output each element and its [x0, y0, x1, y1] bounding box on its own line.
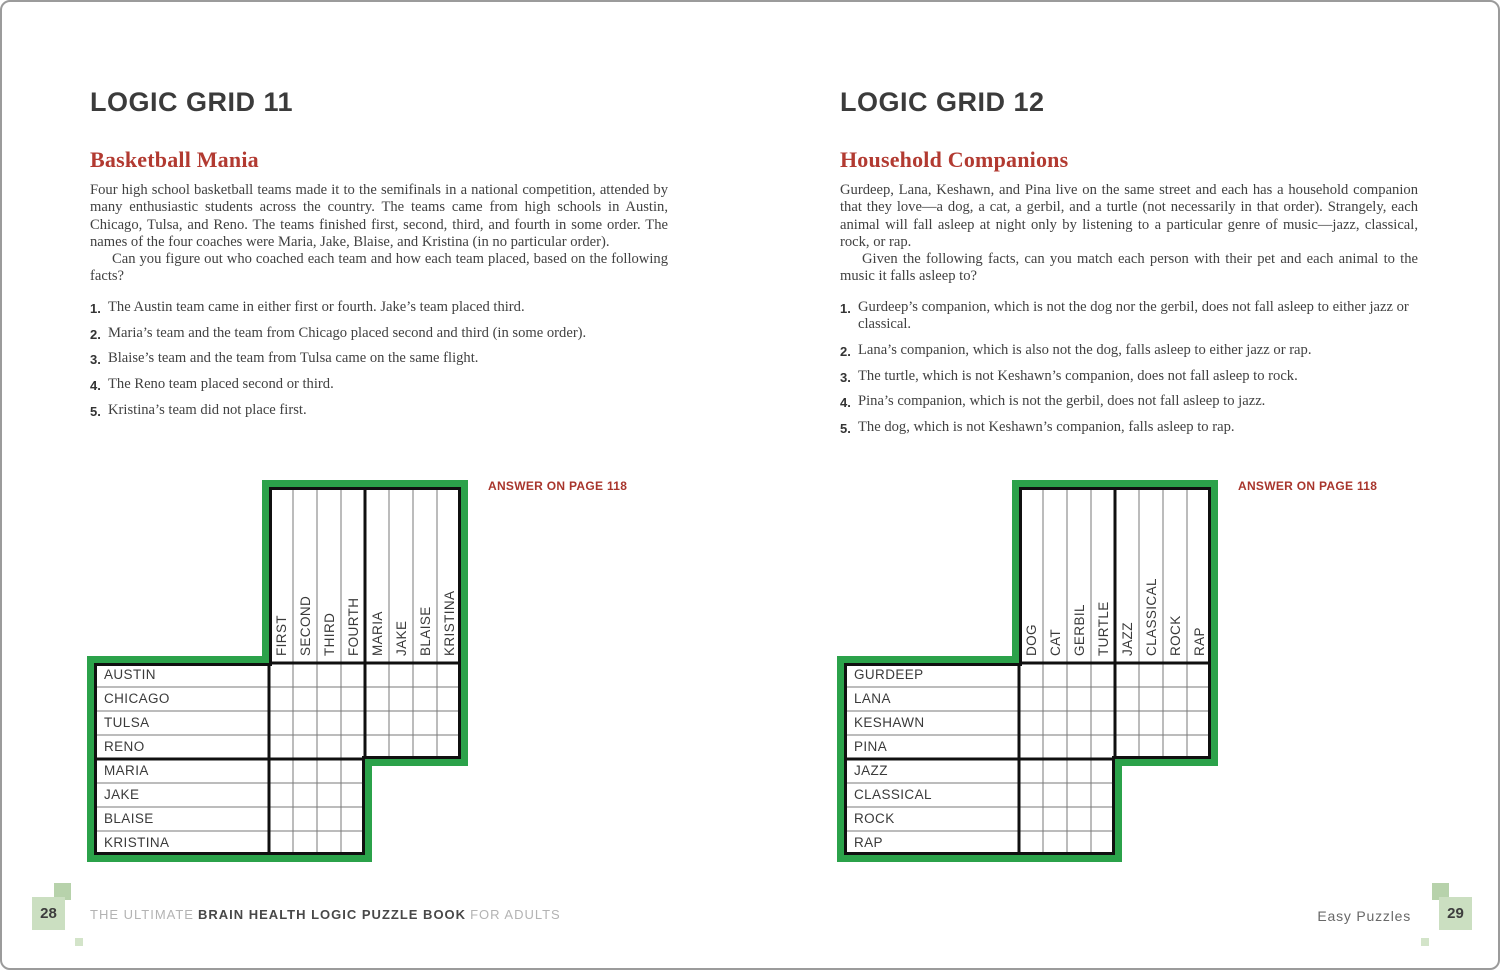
grid-col-label: SECOND: [298, 595, 313, 656]
grid-col-label: FIRST: [274, 615, 289, 656]
clue-item: [840, 299, 1418, 334]
clue-list: [840, 299, 1418, 437]
grid-row-label: JAKE: [104, 787, 140, 802]
grid-col-label: CAT: [1048, 628, 1063, 656]
grid-col-label: CLASSICAL: [1144, 578, 1159, 656]
clue-text: Kristina’s team did not place first.: [108, 401, 307, 418]
grid-line: [97, 831, 362, 832]
answer-note: ANSWER ON PAGE 118: [488, 479, 628, 493]
footer-title-bold: BRAIN HEALTH LOGIC PUZZLE BOOK: [197, 907, 467, 922]
grid-line: [1067, 490, 1068, 852]
grid-row-label: JAZZ: [854, 763, 888, 778]
grid-divider: [847, 758, 1115, 761]
grid-col-label: RAP: [1192, 627, 1207, 656]
grid-row-label: GURDEEP: [854, 667, 924, 682]
clue-text: The dog, which is not Keshawn’s companion, falls asleep to rap.: [858, 419, 1235, 436]
footer-title-prefix: THE ULTIMATE: [90, 907, 194, 922]
clue-text: Blaise’s team and the team from Tulsa came on the same flight.: [108, 350, 479, 367]
clue-number: 4.: [840, 395, 851, 411]
clue-item: [840, 342, 1418, 359]
clue-number: 1.: [840, 300, 851, 316]
right-page: [840, 88, 1418, 445]
clue-number: 5.: [840, 421, 851, 437]
page-title: LOGIC GRID 12: [840, 87, 1045, 117]
grid-line: [293, 490, 294, 852]
grid-line: [847, 807, 1112, 808]
clue-number: 3.: [840, 369, 851, 385]
clue-item: [90, 325, 668, 342]
grid-col-label: THIRD: [322, 612, 337, 656]
grid-line: [97, 807, 362, 808]
clue-item: [840, 393, 1418, 410]
logic-grid-12: [834, 477, 1224, 867]
grid-line: [847, 783, 1112, 784]
puzzle-intro: Gurdeep, Lana, Keshawn, and Pina live on the same street and each has a household companion that they love—a dog, a cat, a gerbil, and a turtle (not necessarily in that order). Strangely, each animal will fall asleep at night only by listening to a particular genre of music—jazz, classical, rock, or rap.: [840, 182, 1418, 250]
clue-item: [90, 376, 668, 393]
grid-row-label: PINA: [854, 739, 888, 754]
puzzle-question: Can you figure out who coached each team and how each team placed, based on the following facts?: [90, 251, 668, 285]
grid-col-label: TURTLE: [1096, 601, 1111, 656]
grid-line: [847, 735, 1208, 736]
grid-row-label: KRISTINA: [104, 835, 170, 850]
left-page: [90, 88, 668, 428]
clue-number: 1.: [90, 300, 101, 316]
grid-col-label: DOG: [1024, 624, 1039, 656]
footer-title-suffix: FOR ADULTS: [470, 907, 561, 922]
grid-row-label: KESHAWN: [854, 715, 925, 730]
grid-line: [1139, 490, 1140, 756]
grid-divider: [364, 490, 367, 759]
grid-line: [1187, 490, 1188, 756]
grid-col-label: JAZZ: [1120, 622, 1135, 656]
grid-row-label: AUSTIN: [104, 667, 156, 682]
grid-col-label: MARIA: [370, 611, 385, 656]
grid-line: [389, 490, 390, 756]
grid-line: [437, 490, 438, 756]
grid-row-label: TULSA: [104, 715, 150, 730]
clue-number: 2.: [840, 343, 851, 359]
corner-square-icon: [75, 938, 83, 946]
grid-row-label: CHICAGO: [104, 691, 170, 706]
clue-text: Maria’s team and the team from Chicago placed second and third (in some order).: [108, 324, 587, 341]
clue-number: 2.: [90, 326, 101, 342]
grid-line: [847, 687, 1208, 688]
clue-text: Pina’s companion, which is not the gerbil, does not fall asleep to jazz.: [858, 393, 1266, 410]
grid-col-label: FOURTH: [346, 597, 361, 656]
clue-text: The turtle, which is not Keshawn’s companion, does not fall asleep to rock.: [858, 367, 1298, 384]
clue-item: [90, 402, 668, 419]
answer-note: ANSWER ON PAGE 118: [1238, 479, 1378, 493]
grid-line: [1163, 490, 1164, 756]
grid-row-label: MARIA: [104, 763, 149, 778]
footer-section-label: Easy Puzzles: [1317, 908, 1411, 924]
clue-number: 5.: [90, 403, 101, 419]
clue-text: Lana’s companion, which is also not the dog, falls asleep to either jazz or rap.: [858, 341, 1312, 358]
grid-line: [341, 490, 342, 852]
grid-line: [413, 490, 414, 756]
grid-line: [97, 783, 362, 784]
clue-item: [90, 350, 668, 367]
grid-line: [847, 831, 1112, 832]
clue-item: [90, 299, 668, 316]
grid-row-label: ROCK: [854, 811, 895, 826]
grid-line: [317, 490, 318, 852]
clue-item: [840, 368, 1418, 385]
grid-col-label: KRISTINA: [442, 590, 457, 656]
grid-line: [97, 711, 458, 712]
puzzle-title: Basketball Mania: [90, 147, 259, 172]
grid-col-label: GERBIL: [1072, 604, 1087, 656]
grid-row-label: CLASSICAL: [854, 787, 932, 802]
corner-square-icon: [1421, 938, 1429, 946]
puzzle-intro: Four high school basketball teams made it to the semifinals in a national competition, attended by many enthusiastic students across the country. The teams came from high schools in Austin, Chicago, Tulsa, and Reno. The teams finished first, second, third, and fourth in some order. The names of the four coaches were Maria, Jake, Blaise, and Kristina (in no particular order).: [90, 182, 668, 250]
footer-book-title: [90, 907, 561, 923]
clue-number: 3.: [90, 352, 101, 368]
clue-list: [90, 299, 668, 419]
grid-row-label: BLAISE: [104, 811, 154, 826]
puzzle-title: Household Companions: [840, 147, 1069, 172]
clue-item: [840, 419, 1418, 436]
grid-row-label: RENO: [104, 739, 145, 754]
page-number-badge: 28: [32, 897, 65, 930]
grid-divider: [97, 758, 365, 761]
clue-text: The Austin team came in either first or fourth. Jake’s team placed third.: [108, 298, 525, 315]
grid-col-label: BLAISE: [418, 606, 433, 656]
clue-text: Gurdeep’s companion, which is not the dog nor the gerbil, does not fall asleep to either jazz or classical.: [858, 298, 1409, 333]
grid-row-label: RAP: [854, 835, 883, 850]
grid-line: [97, 687, 458, 688]
clue-number: 4.: [90, 378, 101, 394]
grid-divider: [1114, 490, 1117, 759]
page-number-badge: 29: [1439, 897, 1472, 930]
grid-col-label: ROCK: [1168, 615, 1183, 656]
puzzle-question: Given the following facts, can you match each person with their pet and each animal to the music it falls asleep to?: [840, 251, 1418, 285]
grid-row-label: LANA: [854, 691, 891, 706]
logic-grid-11: [84, 477, 474, 867]
clue-text: The Reno team placed second or third.: [108, 376, 334, 393]
page-title: LOGIC GRID 11: [90, 87, 294, 117]
grid-line: [1091, 490, 1092, 852]
grid-col-label: JAKE: [394, 620, 409, 656]
grid-line: [847, 711, 1208, 712]
grid-line: [97, 735, 458, 736]
grid-line: [1043, 490, 1044, 852]
